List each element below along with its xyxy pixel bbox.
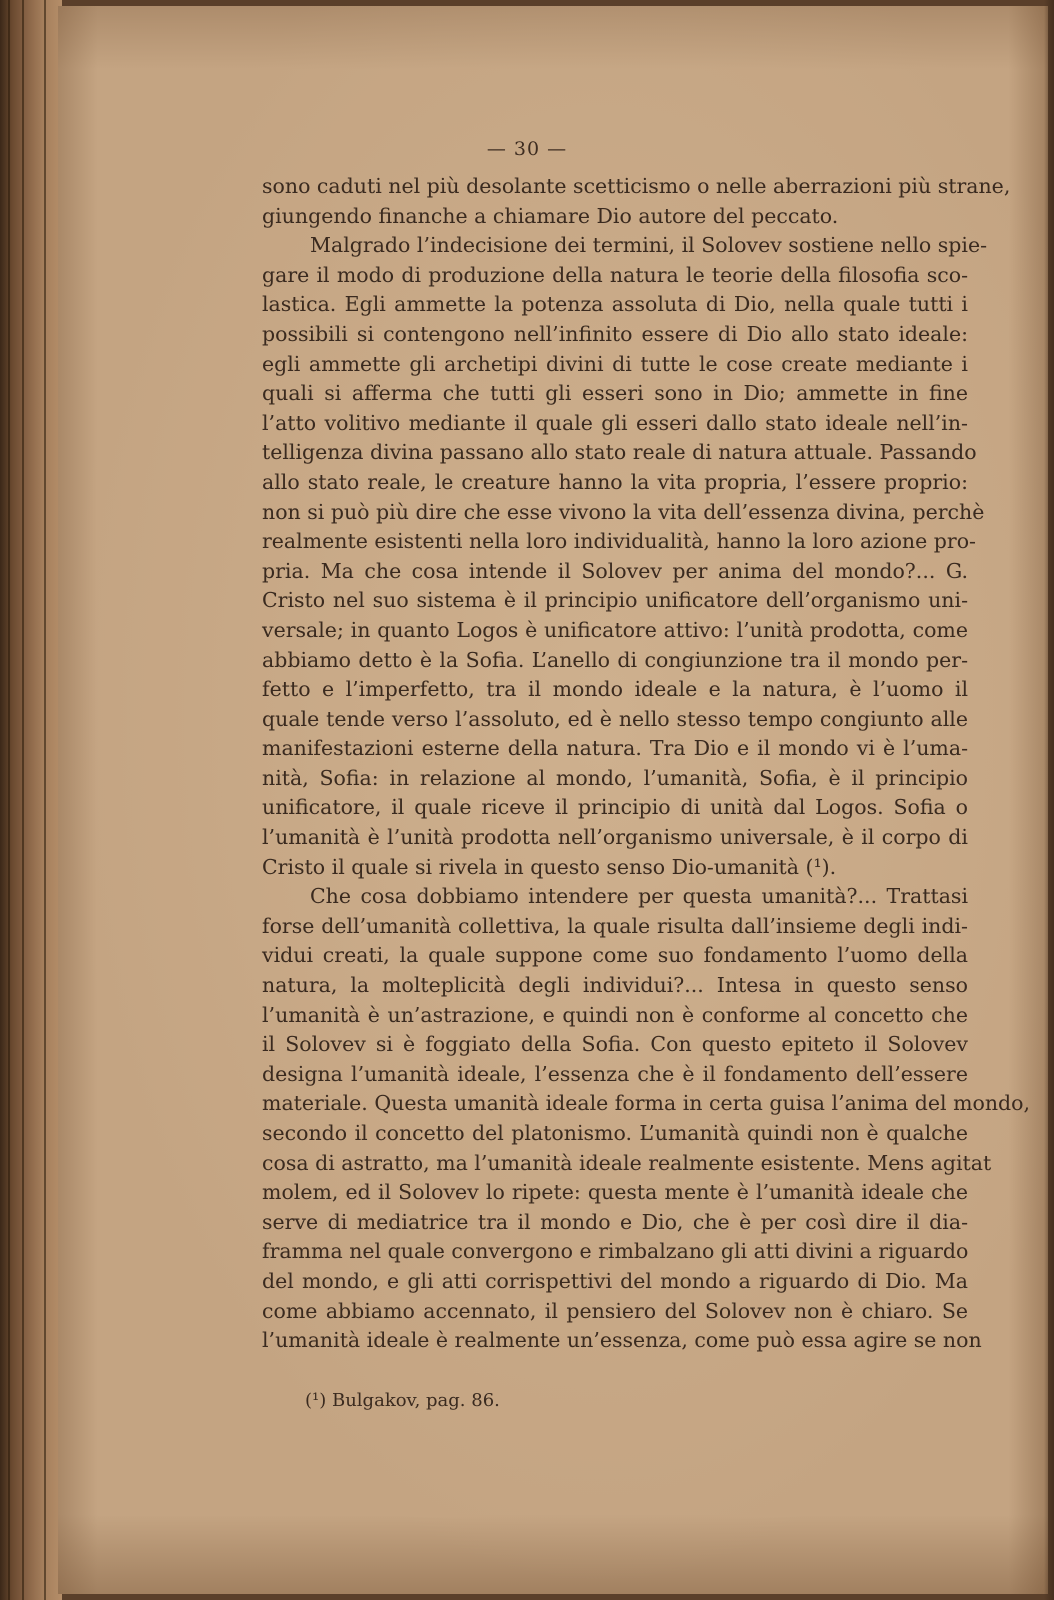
text-line: possibili si contengono nell’infinito essere di Dio allo stato ideale: — [262, 321, 968, 346]
text-line: quale tende verso l’assoluto, ed è nello stesso tempo congiunto alle — [262, 706, 968, 731]
text-line: come abbiamo accennato, il pensiero del Solovev non è chiaro. Se — [262, 1298, 968, 1323]
footnote: (¹) Bulgakov, pag. 86. — [305, 1390, 500, 1411]
text-line: giungendo finanche a chiamare Dio autore del peccato. — [262, 203, 839, 228]
text-line: Che cosa dobbiamo intendere per questa umanità?... Trattasi — [310, 884, 968, 909]
text-line: secondo il concetto del platonismo. L’umanità quindi non è qualche — [262, 1121, 968, 1145]
text-line: l’umanità è un’astrazione, e quindi non è conforme al concetto che — [262, 1002, 968, 1027]
text-line: Cristo nel suo sistema è il principio unificatore dell’organismo uni- — [262, 588, 968, 613]
text-line: allo stato reale, le creature hanno la vita propria, l’essere proprio: — [262, 469, 968, 494]
binding-crease — [22, 0, 24, 1600]
page-edge-shadow — [1044, 0, 1054, 1600]
text-line: nità, Sofia: in relazione al mondo, l’umanità, Sofia, è il principio — [262, 765, 968, 790]
text-line: il Solovev si è foggiato della Sofia. Con questo epiteto il Solovev — [262, 1032, 968, 1057]
text-line: non si può più dire che esse vivono la vita dell’essenza divina, perchè — [262, 499, 985, 524]
text-line: sono caduti nel più desolante scetticismo o nelle aberrazioni più strane, — [262, 174, 1011, 198]
text-line: natura, la molteplicità degli individui?... Intesa in questo senso — [262, 973, 968, 998]
text-line: quali si afferma che tutti gli esseri sono in Dio; ammette in fine — [262, 381, 968, 406]
text-line: Malgrado l’indecisione dei termini, il Solovev sostiene nello spie- — [310, 233, 988, 258]
text-line: pria. Ma che cosa intende il Solovev per anima del mondo?... G. — [262, 558, 968, 583]
text-line: vidui creati, la quale suppone come suo fondamento l’uomo della — [262, 943, 968, 968]
text-line: cosa di astratto, ma l’umanità ideale realmente esistente. Mens agitat — [262, 1150, 992, 1175]
text-line: materiale. Questa umanità ideale forma in certa guisa l’anima del mondo, — [262, 1091, 1031, 1116]
text-line: molem, ed il Solovev lo ripete: questa mente è l’umanità ideale che — [262, 1180, 968, 1205]
text-line: egli ammette gli archetipi divini di tutte le cose create mediante i — [262, 351, 968, 376]
text-line: versale; in quanto Logos è unificatore attivo: l’unità prodotta, come — [262, 617, 968, 642]
text-line: l’umanità è l’unità prodotta nell’organismo universale, è il corpo di — [262, 825, 968, 850]
text-line: l’atto volitivo mediante il quale gli esseri dallo stato ideale nell’in- — [262, 410, 968, 435]
text-line: Cristo il quale si rivela in questo senso Dio-umanità (¹). — [262, 854, 837, 879]
text-line: realmente esistenti nella loro individualità, hanno la loro azione pro- — [262, 529, 976, 554]
text-line: unificatore, il quale riceve il principio di unità dal Logos. Sofia o — [262, 795, 968, 820]
text-line: manifestazioni esterne della natura. Tra Dio e il mondo vi è l’uma- — [262, 736, 968, 761]
text-line: fetto e l’imperfetto, tra il mondo ideale e la natura, è l’uomo il — [262, 677, 968, 702]
text-line: telligenza divina passano allo stato reale di natura attuale. Passando — [262, 440, 977, 465]
book-binding — [0, 0, 62, 1600]
text-line: lastica. Egli ammette la potenza assoluta di Dio, nella quale tutti i — [262, 292, 968, 317]
binding-crease — [8, 0, 10, 1600]
text-line: serve di mediatrice tra il mondo e Dio, che è per così dire il dia- — [262, 1209, 968, 1234]
page-number: — 30 — — [486, 138, 568, 160]
text-line: l’umanità ideale è realmente un’essenza, come può essa agire se non — [262, 1328, 982, 1353]
text-line: del mondo, e gli atti corrispettivi del mondo a riguardo di Dio. Ma — [262, 1268, 968, 1293]
text-line: abbiamo detto è la Sofia. L’anello di congiunzione tra il mondo per- — [262, 647, 968, 672]
text-line: gare il modo di produzione della natura le teorie della filosofia sco- — [262, 262, 968, 287]
body-text — [262, 172, 1031, 1356]
text-line: designa l’umanità ideale, l’essenza che è il fondamento dell’essere — [262, 1061, 968, 1086]
text-line: framma nel quale convergono e rimbalzano gli atti divini a riguardo — [262, 1239, 969, 1264]
text-line: forse dell’umanità collettiva, la quale risulta dall’insieme degli indi- — [262, 913, 968, 938]
binding-crease — [44, 0, 46, 1600]
